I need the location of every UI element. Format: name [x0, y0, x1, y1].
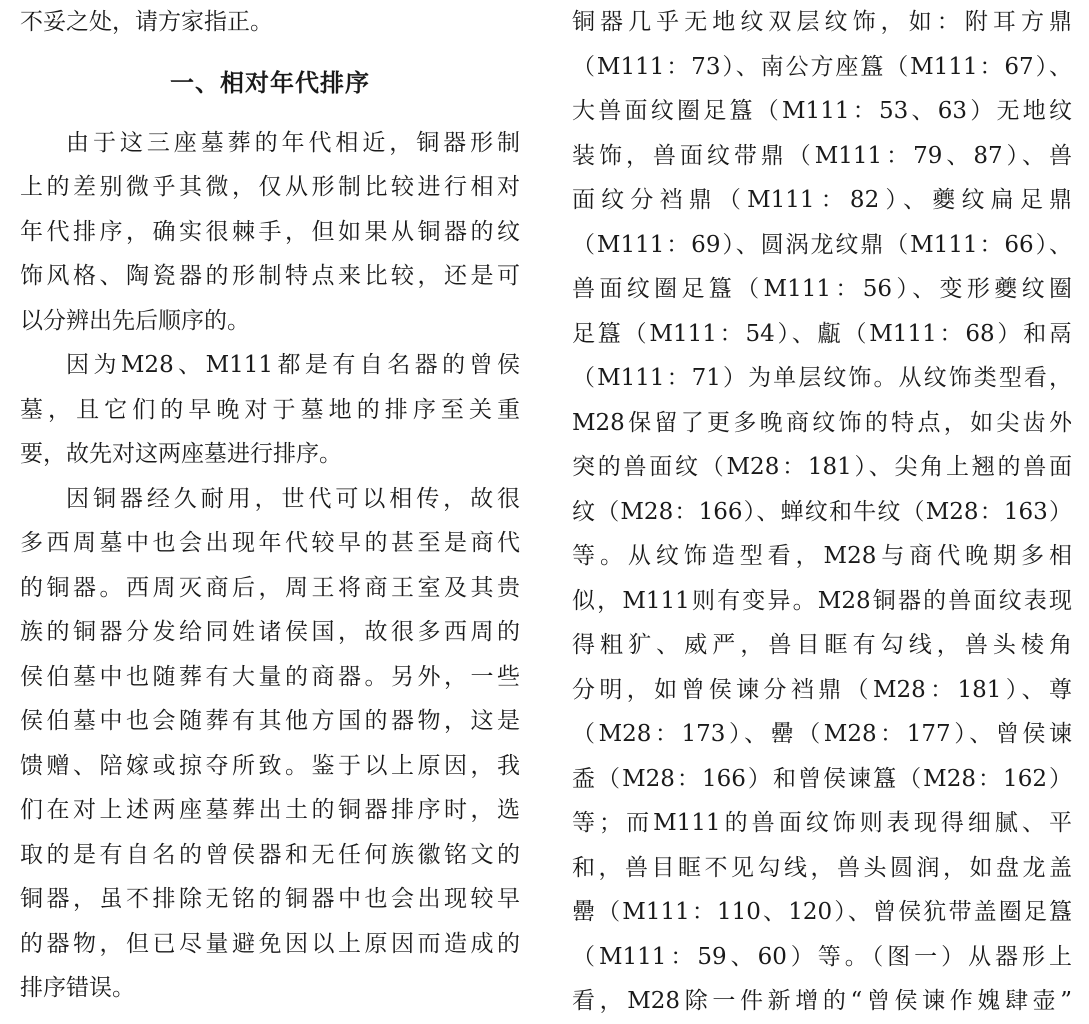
text-line: 排序错误。	[20, 975, 135, 1001]
text-line: 因铜器经久耐用，世代可以相传，故很	[66, 485, 520, 512]
text-line: （M111：73）、南公方座簋（M111：67）、	[572, 53, 1072, 80]
text-line: 铜器，虽不排除无铭的铜器中也会出现较早	[20, 886, 520, 912]
text-line: 似，M111则有变异。M28铜器的兽面纹表现	[572, 587, 1072, 614]
text-line: 族的铜器分发给同姓诸侯国，故很多西周的	[20, 619, 520, 645]
text-line: （M111：69）、圆涡龙纹鼎（M111：66）、	[572, 231, 1072, 258]
intro-line: 不妥之处，请方家指正。	[20, 9, 273, 35]
text-line: 因为M28、M111都是有自名器的曾侯	[66, 352, 520, 378]
text-line: 侯伯墓中也随葬有大量的商器。另外，一些	[20, 663, 520, 690]
text-line: 纹（M28：166）、蝉纹和牛纹（M28：163）	[572, 498, 1072, 525]
text-line: 足簋（M111：54）、甗（M111：68）和鬲	[572, 320, 1072, 347]
text-line: 突的兽面纹（M28：181）、尖角上翘的兽面	[572, 454, 1072, 480]
right-column	[572, 0, 1072, 1024]
text-line: 大兽面纹圈足簋（M111：53、63）无地纹	[572, 98, 1072, 124]
text-line: 铜器几乎无地纹双层纹饰，如：附耳方鼎	[572, 9, 1072, 35]
text-line: 的铜器。西周灭商后，周王将商王室及其贵	[20, 574, 520, 601]
text-line: 们在对上述两座墓葬出土的铜器排序时，选	[20, 797, 520, 823]
text-line: （M111：59、60）等。（图一）从器形上	[572, 943, 1072, 970]
text-line: 罍（M111：110、120）、曾侯犺带盖圈足簋	[572, 899, 1072, 925]
text-line: 等；而M111的兽面纹饰则表现得细腻、平	[572, 810, 1072, 836]
text-line: 年代排序，确实很棘手，但如果从铜器的纹	[20, 218, 520, 245]
text-line: 以分辨出先后顺序的。	[20, 307, 250, 334]
text-line: 取的是有自名的曾侯器和无任何族徽铭文的	[20, 841, 520, 868]
paragraph-3	[20, 477, 520, 1011]
text-line: 看，M28除一件新增的“曾侯谏作媿肆壶”	[572, 988, 1072, 1014]
text-line: 馈赠、陪嫁或掠夺所致。鉴于以上原因，我	[20, 752, 520, 779]
text-line: 和，兽目眶不见勾线，兽头圆润，如盘龙盖	[572, 854, 1072, 881]
text-line: （M28：173）、罍（M28：177）、曾侯谏	[572, 721, 1072, 747]
text-line: 面纹分裆鼎（M111：82）、夔纹扁足鼎	[572, 187, 1072, 213]
text-line: 得粗犷、威严，兽目眶有勾线，兽头棱角	[572, 632, 1072, 658]
text-line: 饰风格、陶瓷器的形制特点来比较，还是可	[20, 263, 520, 289]
paragraph-1	[20, 121, 520, 344]
text-line: M28保留了更多晚商纹饰的特点，如尖齿外	[572, 409, 1072, 436]
text-line: 兽面纹圈足簋（M111：56）、变形夔纹圈	[572, 276, 1072, 302]
paragraph-2	[20, 343, 520, 477]
left-column	[20, 0, 520, 1011]
text-line: 的器物，但已尽量避免因以上原因而造成的	[20, 930, 520, 957]
text-line: 上的差别微乎其微，仅从形制比较进行相对	[20, 174, 520, 200]
text-line: 分明，如曾侯谏分裆鼎（M28：181）、尊	[572, 676, 1072, 703]
text-line: 侯伯墓中也会随葬有其他方国的器物，这是	[20, 708, 520, 734]
text-line: 装饰，兽面纹带鼎（M111：79、87）、兽	[572, 142, 1072, 169]
text-line: 多西周墓中也会出现年代较早的甚至是商代	[20, 530, 520, 556]
text-line: 由于这三座墓葬的年代相近，铜器形制	[66, 129, 520, 156]
text-line: 等。从纹饰造型看，M28与商代晚期多相	[572, 543, 1072, 569]
text-line: 要，故先对这两座墓进行排序。	[20, 441, 342, 467]
section-heading: 一、相对年代排序	[170, 68, 370, 97]
text-line: （M111：71）为单层纹饰。从纹饰类型看，	[572, 365, 1072, 391]
text-line: 墓，且它们的早晚对于墓地的排序至关重	[20, 396, 520, 423]
text-line: 盉（M28：166）和曾侯谏簋（M28：162）	[572, 765, 1072, 792]
